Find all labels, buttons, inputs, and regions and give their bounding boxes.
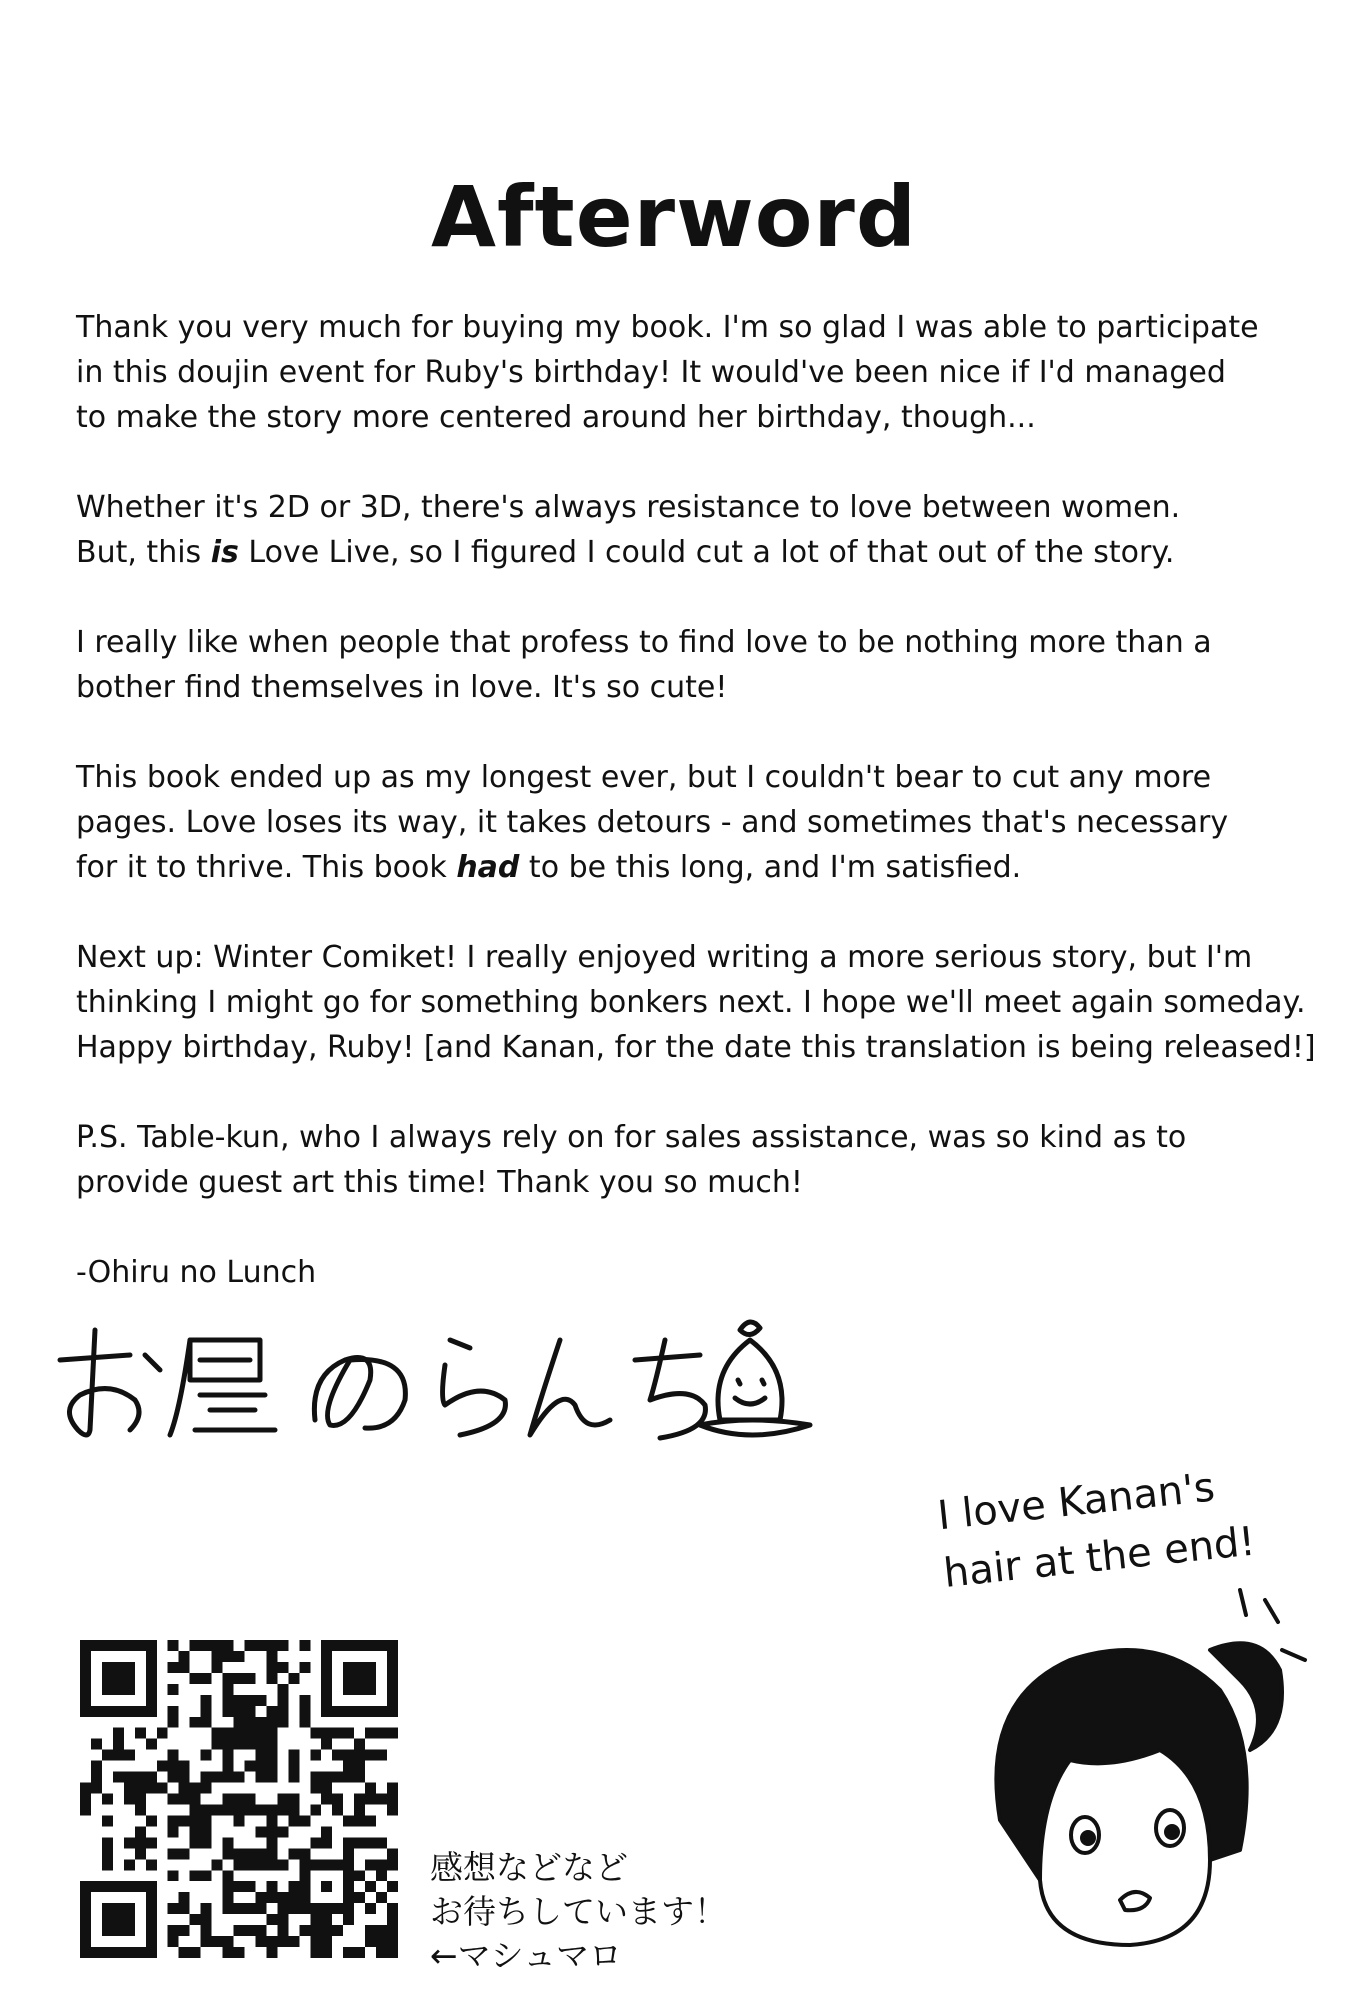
paragraph-ps: P.S. Table-kun, who I always rely on for sales assistance, was so kind as to provide guest art this time! Thank you so much! [76,1120,1187,1200]
afterword-body [76,305,1316,1295]
page-title: Afterword [431,168,917,266]
signoff-name: -Ohiru no Lunch [76,1255,317,1290]
qr-code-icon [80,1640,398,1958]
handwritten-signature-icon [50,1300,830,1450]
paragraph-cute: I really like when people that profess to find love to be nothing more than a bother find themselves in love. It's so cute! [76,625,1212,705]
paragraph-thanks: Thank you very much for buying my book. I'm so glad I was able to participate in this doujin event for Ruby's birthday! It would've been nice if I'd managed to make the story more centered around her birthday, though... [76,310,1259,435]
marshmallow-message: 感想などなど お待ちしています！ ←マシュマロ [430,1848,727,1975]
paragraph-next-up: Next up: Winter Comiket! I really enjoyed writing a more serious story, but I'm thinking I might go for something bonkers next. I hope we'll meet again someday. Happy birthday, Ruby! [and Kanan, for the date this translation is being released!] [76,940,1316,1065]
paragraph-longest: This book ended up as my longest ever, but I couldn't bear to cut any more pages. Love loses its way, it takes detours - and sometimes that's necessary for it to thrive. This book had to be this long, and I'm satisfied. [76,760,1229,885]
handwritten-note: I love Kanan's hair at the end! [935,1464,1258,1597]
character-drawing-icon [960,1560,1320,1960]
paragraph-resistance: Whether it's 2D or 3D, there's always resistance to love between women. But, this is Love Live, so I figured I could cut a lot of that out of the story. [76,490,1181,570]
